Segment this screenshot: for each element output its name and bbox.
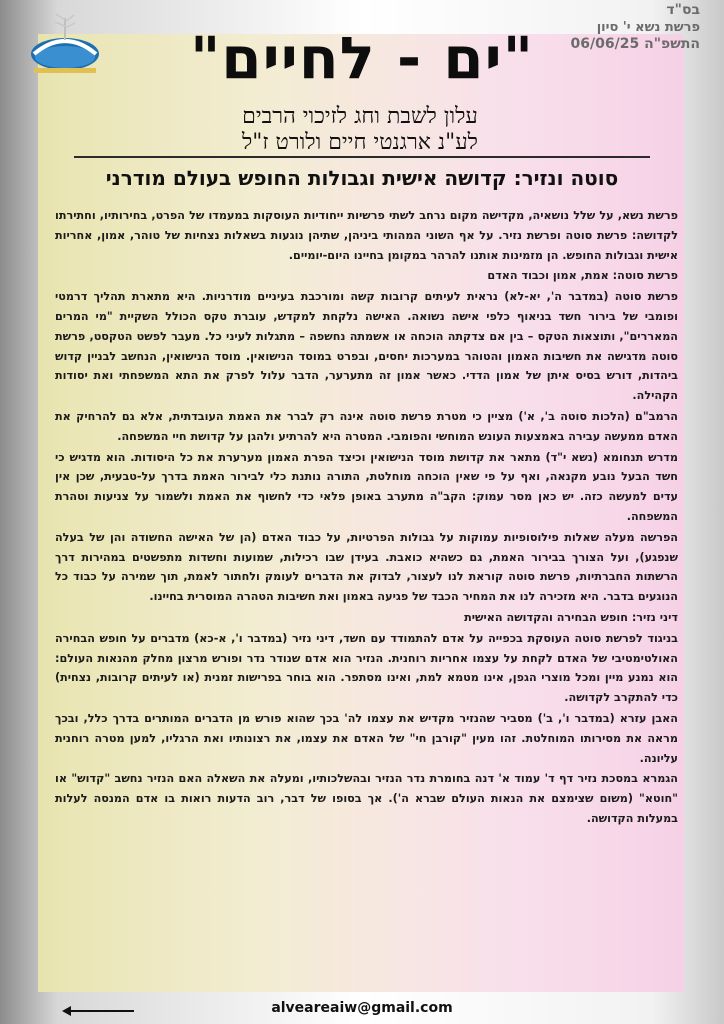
date-label: התשפ"ה 06/06/25 [570, 36, 700, 52]
bsd-label: בס"ד [666, 2, 700, 18]
subtitle-line-1: עלון לשבת וחג לזיכוי הרבים [242, 104, 478, 129]
page-title: "ים - לחיים" [190, 24, 534, 92]
section-heading: פרשת סוטה: אמת, אמון וכבוד האדם [487, 269, 678, 283]
article-headline: סוטה ונזיר: קדושה אישית וגבולות החופש בעולם מודרני [105, 166, 619, 190]
article-paragraph: הפרשה מעלה שאלות פילוסופיות עמוקות על גבולות הפרטיות, על כבוד האדם (הן של האישה החשודה והן של בעלה שנפגע), ועל הצורך בבירור האמת, גם כשהיא כואבת. בעידן שבו רכילות, שמועות וחשדות מתפשטים במהירות דרך הרשתות החברתיות, פרשת סוטה קוראת לנו לעצור, לבדוק את הדברים לעומק ולחתור לאמת, תוך שמירה על כבוד כל הנוגעים בדבר. היא מזכירה לנו את המחיר הכבד של פגיעה באמון ואת חשיבות הטהרה המוסרית בחיינו. [55, 530, 678, 604]
section-heading: דיני נזיר: חופש הבחירה והקדושה האישית [464, 610, 678, 624]
subtitle-line-2: לע"נ ארגנטי חיים ולורט ז"ל [242, 130, 478, 155]
article-paragraph: מדרש תנחומא (נשא י"ד) מתאר את קדושת מוסד הנישואין וכיצד הפרת האמון מערערת את כל היסודות. הוא מדגיש כי חשד הבעל נובע מקנאה, ואף על פי שאין הוכחה מוחלטת, התורה נותנת כלי לבירור האמת בדרך על-טבעית, שכן אין עדים למעשה כזה. יש כאן מסר עמוק: הקב"ה מתערב באופן פלאי כדי לחשוף את האמת ולשמור על צניעות וטהרת המשפחה. [55, 450, 678, 523]
article-paragraph: הרמב"ם (הלכות סוטה ב', א') מציין כי מטרת פרשת סוטה אינה רק לברר את האמת העובדתית, אלא גם להרחיק את האדם ממעשה עבירה באמצעות העונש המוחשי והפומבי. המטרה היא להרתיע ולהגן על קדושת חיי המשפחה. [55, 409, 678, 443]
contact-email[interactable]: alveareaiw@gmail.com [271, 1000, 453, 1016]
subtitle [80, 104, 640, 156]
article-paragraph: הגמרא במסכת נזיר דף ד' עמוד א' דנה בחומרת נדר הנזיר ובהשלכותיו, ומעלה את השאלה האם הנזיר נחשב "קדוש" או "חוטא" (משום שצימצם את הנאות העולם שברא ה'). אך בסופו של דבר, רוב הדעות רואות בו אדם המנסה לעלות במעלות הקדושה. [55, 772, 678, 825]
article-paragraph: בניגוד לפרשת סוטה העוסקת בכפייה על אדם להתמודד עם חשד, דיני נזיר (במדבר ו', א-כא) מדברים על חופש הבחירה האולטימטיבי של האדם לקחת על עצמו אחריות רוחנית. הנזיר הוא אדם שנודר נדר ופורש מרצון מחלק מהנאות העולם: הוא נמנע מיין ומכל מוצרי הגפן, אינו מטמא למת, ואינו מסתפר. הוא בוחר בפרישות זמנית (או לעיתים קרובות, נצחית) כדי להתקרב לקדושה. [55, 631, 678, 705]
article-paragraph: האבן עזרא (במדבר ו', ב') מסביר שהנזיר מקדיש את עצמו לה' בכך שהוא פורש מן הדברים המותרים בדרך כלל, ובכך מראה את מסירותו המוחלטת. זהו מעין "קורבן חי" של האדם את עצמו, את רצונותיו ואת הרגליו, למען מטרה רוחנית עליונה. [55, 711, 678, 765]
title-divider [74, 156, 650, 158]
article-paragraph: פרשת סוטה (במדבר ה', יא-לא) נראית לעיתים קרובות קשה ומורכבת בעיניים מודרניות. היא מתארת תהליך דרמטי ופומבי של בירור חשד בניאוף כלפי אישה נשואה. האישה נלקחת למקדש, עוברת טקס הכולל השקיית "מי המרים המאררים", ותוצאות הטקס – בין אם צדקתה הוכחה או אשמתה נחשפה – מתגלות לעיני כל. מעבר לפשט הטקסט, פרשת סוטה מדגישה את חשיבות האמון והטוהר במערכות יחסים, ובפרט במוסד הנישואין. מוסד הנישואין, הנחשב לבניין קדוש ביהדות, דורש בסיס איתן של אמון הדדי. כאשר אמון זה מתערער, הדבר עלול לפרק את התא המשפחתי ואת יסודות הקהילה. [55, 290, 678, 403]
article-body [55, 206, 678, 830]
parasha-label: פרשת נשא י' סיון [596, 20, 700, 35]
article-paragraph: פרשת נשא, על שלל נושאיה, מקדישה מקום נרחב לשתי פרשיות ייחודיות העוסקות במעמדו של הפרט, בחירותיו, וחתירתו לקדושה: פרשת סוטה ופרשת נזיר. על אף השוני המהותי ביניהן, שתיהן נוגעות בשאלות נצחיות של טוהר, אמון, אחריות אישית וגבולות החופש. הן מזמינות אותנו להרהר במקומן בחיינו היום-יומיים. [55, 209, 678, 262]
